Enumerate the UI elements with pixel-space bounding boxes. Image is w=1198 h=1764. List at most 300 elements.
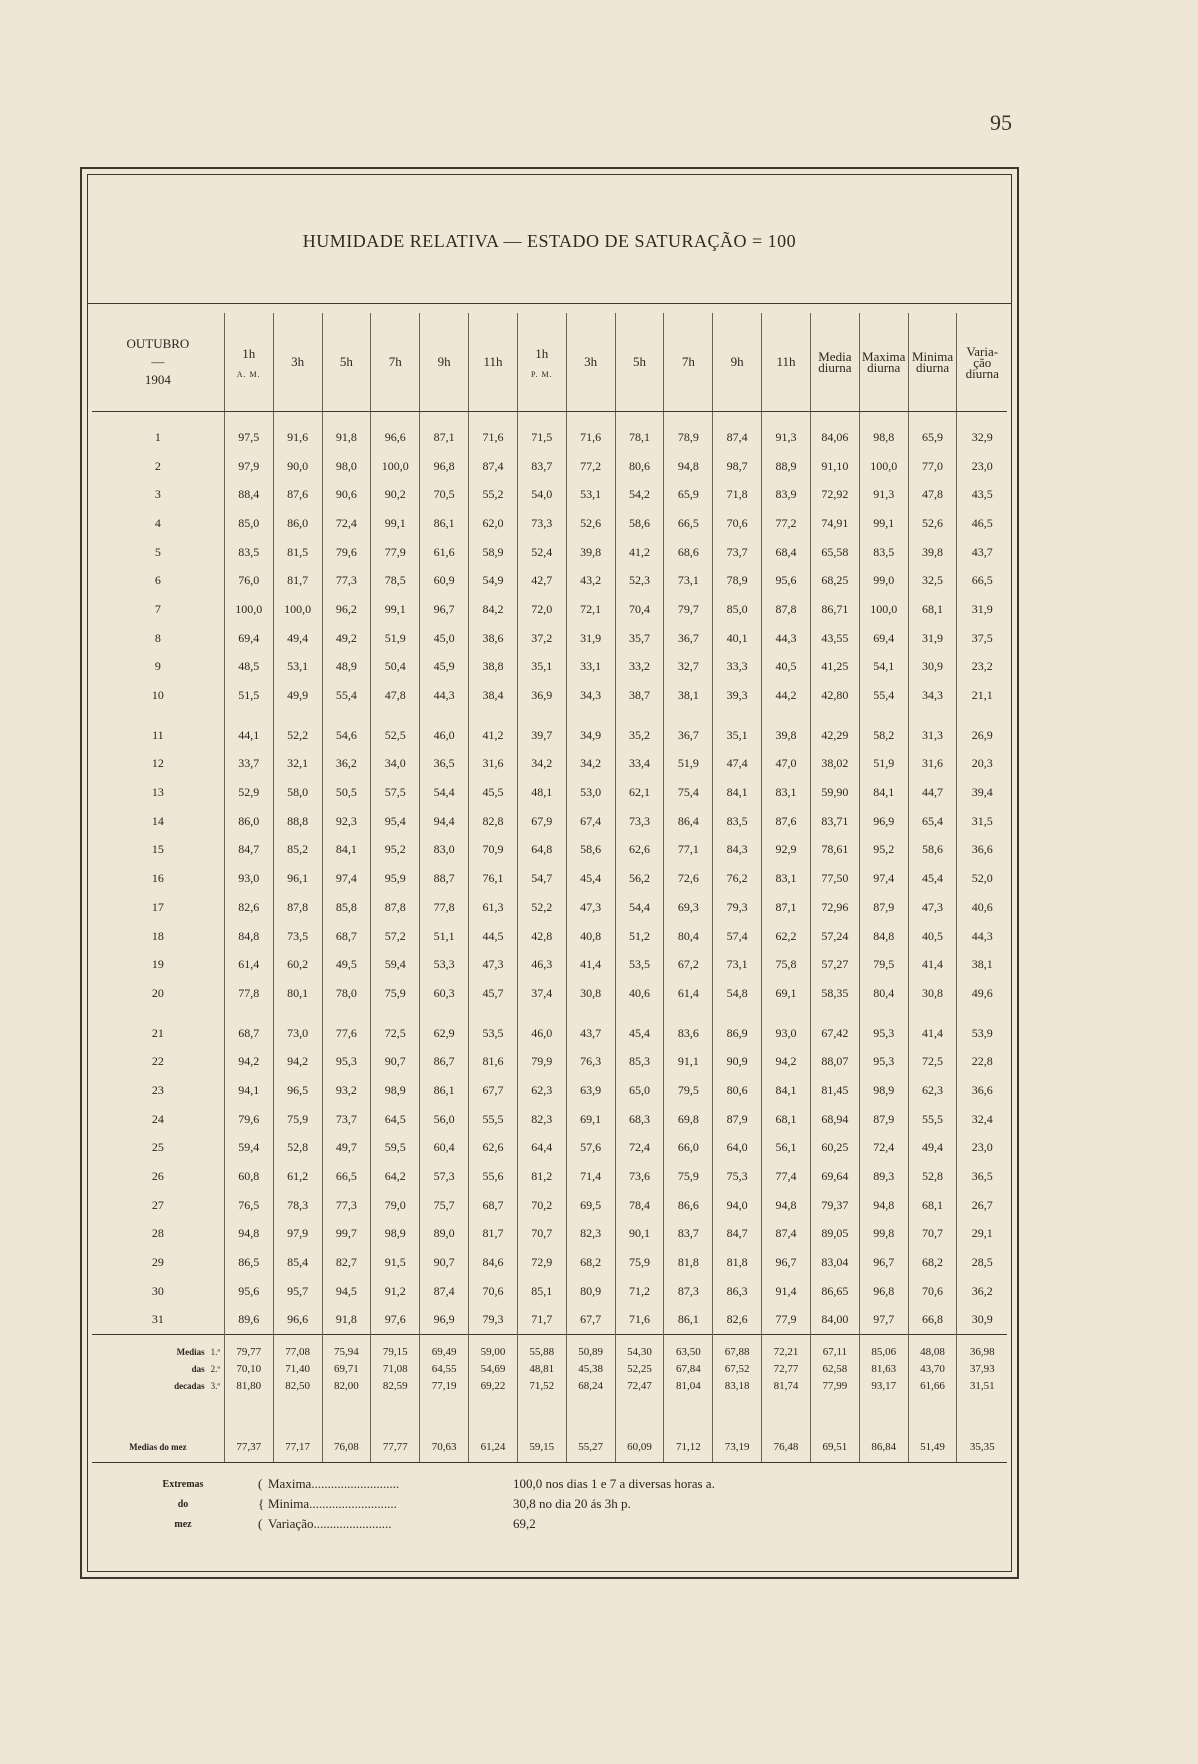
value-cell: 52,2 [517, 893, 566, 922]
table-row [92, 681, 1007, 710]
value-cell: 87,6 [273, 480, 322, 509]
value-cell: 33,2 [615, 653, 664, 682]
value-cell: 61,3 [469, 893, 518, 922]
empty-cell [908, 1335, 957, 1344]
value-cell: 53,5 [615, 950, 664, 979]
value-cell: 59,90 [810, 778, 859, 807]
day-cell: 10 [151, 688, 164, 703]
value-cell: 65,58 [810, 538, 859, 567]
value-cell: 97,4 [322, 864, 371, 893]
empty-cell [908, 710, 957, 721]
value-cell: 71,6 [469, 423, 518, 452]
empty-cell [664, 1008, 713, 1019]
brace-symbol: { [258, 1496, 265, 1511]
empty-cell [273, 412, 322, 424]
value-cell: 58,6 [566, 836, 615, 865]
value-cell: 68,7 [469, 1191, 518, 1220]
value-cell: 38,1 [957, 950, 1007, 979]
empty-cell [469, 710, 518, 721]
hour-label: 7h [388, 354, 402, 369]
value-cell: 91,6 [273, 423, 322, 452]
value-cell: 57,6 [566, 1134, 615, 1163]
value-cell: 34,2 [517, 750, 566, 779]
value-cell: 99,0 [859, 566, 908, 595]
table-row [92, 509, 1007, 538]
decade-value-cell: 48,81 [517, 1360, 566, 1377]
value-cell: 75,9 [664, 1162, 713, 1191]
day-cell: 4 [154, 515, 161, 530]
value-cell: 62,3 [908, 1076, 957, 1105]
decade-value-cell: 72,77 [762, 1360, 811, 1377]
empty-cell [810, 710, 859, 721]
day-cell: 1 [154, 429, 161, 444]
day-cell: 8 [154, 630, 161, 645]
value-cell: 62,3 [517, 1076, 566, 1105]
value-cell: 85,3 [615, 1047, 664, 1076]
day-cell: 12 [151, 756, 164, 771]
value-cell: 87,9 [859, 893, 908, 922]
value-cell: 97,6 [371, 1306, 420, 1335]
value-cell: 89,05 [810, 1220, 859, 1249]
value-cell: 74,91 [810, 509, 859, 538]
value-cell: 71,6 [566, 423, 615, 452]
empty-cell [957, 1394, 1007, 1432]
table-row [92, 452, 1007, 481]
month-mean-cell: 61,24 [469, 1432, 518, 1463]
table-row [92, 1105, 1007, 1134]
value-cell: 41,4 [908, 1019, 957, 1048]
empty-cell [566, 1008, 615, 1019]
value-cell: 72,5 [908, 1047, 957, 1076]
empty-cell [664, 710, 713, 721]
value-cell: 70,7 [517, 1220, 566, 1249]
empty-cell [469, 1394, 518, 1432]
value-cell: 32,4 [957, 1105, 1007, 1134]
value-cell: 99,8 [859, 1220, 908, 1249]
value-cell: 73,7 [322, 1105, 371, 1134]
value-cell: 38,4 [469, 681, 518, 710]
empty-cell [615, 412, 664, 424]
value-cell: 41,2 [469, 721, 518, 750]
value-cell: 39,8 [908, 538, 957, 567]
value-cell: 78,0 [322, 979, 371, 1008]
decade-label-text: Medias [176, 1346, 205, 1357]
empty-cell [420, 1394, 469, 1432]
value-cell: 96,8 [859, 1277, 908, 1306]
decade-gap-row [92, 1008, 1007, 1019]
value-cell: 41,25 [810, 653, 859, 682]
value-cell: 70,6 [469, 1277, 518, 1306]
day-cell: 3 [154, 487, 161, 502]
value-cell: 70,7 [908, 1220, 957, 1249]
empty-cell [664, 412, 713, 424]
value-cell: 81,7 [273, 566, 322, 595]
value-cell: 59,4 [224, 1134, 273, 1163]
value-cell: 36,5 [957, 1162, 1007, 1191]
value-cell: 91,1 [664, 1047, 713, 1076]
day-cell: 9 [154, 659, 161, 674]
value-cell: 77,1 [664, 836, 713, 865]
empty-cell [762, 412, 811, 424]
decade-label-text: decadas [174, 1380, 205, 1391]
value-cell: 46,3 [517, 950, 566, 979]
value-cell: 30,8 [908, 979, 957, 1008]
value-cell: 72,96 [810, 893, 859, 922]
value-cell: 91,10 [810, 452, 859, 481]
decade-value-cell: 82,59 [371, 1377, 420, 1394]
empty-cell [957, 412, 1007, 424]
value-cell: 46,0 [420, 721, 469, 750]
value-cell: 34,9 [566, 721, 615, 750]
value-cell: 68,2 [908, 1248, 957, 1277]
hour-header [469, 313, 518, 412]
empty-cell [566, 412, 615, 424]
value-cell: 75,3 [713, 1162, 762, 1191]
extremes-minima-label: Minima [268, 1496, 310, 1511]
table-row [92, 1162, 1007, 1191]
value-cell: 95,6 [224, 1277, 273, 1306]
value-cell: 38,8 [469, 653, 518, 682]
value-cell: 90,2 [371, 480, 420, 509]
decade-value-cell: 85,06 [859, 1343, 908, 1360]
value-cell: 85,1 [517, 1277, 566, 1306]
day-cell: 23 [151, 1082, 164, 1097]
decade-value-cell: 67,11 [810, 1343, 859, 1360]
value-cell: 52,2 [273, 721, 322, 750]
value-cell: 45,0 [420, 624, 469, 653]
value-cell: 73,6 [615, 1162, 664, 1191]
value-cell: 82,3 [517, 1105, 566, 1134]
day-cell: 7 [154, 601, 161, 616]
month-header [92, 313, 224, 412]
day-cell: 2 [154, 458, 161, 473]
value-cell: 78,5 [371, 566, 420, 595]
value-cell: 44,3 [957, 922, 1007, 951]
empty-cell [810, 1335, 859, 1344]
value-cell: 39,7 [517, 721, 566, 750]
decade-mean-row [92, 1360, 1007, 1377]
empty-cell [420, 710, 469, 721]
value-cell: 60,8 [224, 1162, 273, 1191]
value-cell: 47,3 [469, 950, 518, 979]
value-cell: 83,7 [517, 452, 566, 481]
value-cell: 88,8 [273, 807, 322, 836]
value-cell: 61,4 [224, 950, 273, 979]
value-cell: 61,4 [664, 979, 713, 1008]
empty-cell [957, 710, 1007, 721]
value-cell: 65,0 [615, 1076, 664, 1105]
value-cell: 48,9 [322, 653, 371, 682]
table-row [92, 624, 1007, 653]
value-cell: 100,0 [224, 595, 273, 624]
value-cell: 79,3 [713, 893, 762, 922]
empty-cell [322, 1394, 371, 1432]
value-cell: 94,2 [762, 1047, 811, 1076]
empty-cell [92, 1335, 224, 1344]
day-cell: 21 [151, 1025, 164, 1040]
month-mean-row [92, 1432, 1007, 1463]
empty-cell [713, 1008, 762, 1019]
empty-cell [322, 710, 371, 721]
value-cell: 64,4 [517, 1134, 566, 1163]
decade-value-cell: 82,50 [273, 1377, 322, 1394]
value-cell: 81,8 [664, 1248, 713, 1277]
empty-cell [957, 1335, 1007, 1344]
value-cell: 77,2 [566, 452, 615, 481]
value-cell: 78,61 [810, 836, 859, 865]
leader-dots: ........................ [313, 1516, 392, 1531]
day-cell: 22 [151, 1054, 164, 1069]
value-cell: 36,6 [957, 1076, 1007, 1105]
pm-label: P. M. [530, 369, 553, 379]
value-cell: 93,0 [762, 1019, 811, 1048]
decade-mean-row [92, 1343, 1007, 1360]
value-cell: 31,3 [908, 721, 957, 750]
value-cell: 98,9 [371, 1220, 420, 1249]
decade-value-cell: 79,15 [371, 1343, 420, 1360]
value-cell: 73,1 [664, 566, 713, 595]
value-cell: 43,2 [566, 566, 615, 595]
value-cell: 67,2 [664, 950, 713, 979]
value-cell: 84,7 [224, 836, 273, 865]
empty-cell [615, 1335, 664, 1344]
value-cell: 43,5 [957, 480, 1007, 509]
value-cell: 94,4 [420, 807, 469, 836]
value-cell: 72,9 [517, 1248, 566, 1277]
month-mean-cell: 71,12 [664, 1432, 713, 1463]
empty-cell [908, 1008, 957, 1019]
value-cell: 83,04 [810, 1248, 859, 1277]
extremes-maxima-value: 100,0 nos dias 1 e 7 a diversas horas a. [513, 1476, 715, 1491]
value-cell: 59,4 [371, 950, 420, 979]
value-cell: 98,7 [713, 452, 762, 481]
value-cell: 30,9 [908, 653, 957, 682]
value-cell: 75,9 [371, 979, 420, 1008]
decade-label [92, 1360, 224, 1377]
day-cell: 11 [152, 727, 164, 742]
month-mean-cell: 76,48 [762, 1432, 811, 1463]
value-cell: 71,4 [566, 1162, 615, 1191]
value-cell: 85,4 [273, 1248, 322, 1277]
brace-symbol: ( [258, 1476, 263, 1491]
value-cell: 49,4 [273, 624, 322, 653]
value-cell: 52,4 [517, 538, 566, 567]
value-cell: 90,1 [615, 1220, 664, 1249]
value-cell: 65,9 [664, 480, 713, 509]
spacer-row [92, 1394, 1007, 1432]
day-cell: 18 [151, 928, 164, 943]
month-mean-cell: 77,77 [371, 1432, 420, 1463]
value-cell: 43,7 [566, 1019, 615, 1048]
value-cell: 77,9 [762, 1306, 811, 1335]
empty-cell [273, 1008, 322, 1019]
header-row [92, 313, 1007, 412]
value-cell: 32,5 [908, 566, 957, 595]
value-cell: 68,7 [322, 922, 371, 951]
table-frame [80, 167, 1019, 1579]
decade-value-cell: 82,00 [322, 1377, 371, 1394]
table-row [92, 1306, 1007, 1335]
value-cell: 71,7 [517, 1306, 566, 1335]
table-row [92, 1047, 1007, 1076]
empty-cell [224, 1335, 273, 1344]
decade-value-cell: 48,08 [908, 1343, 957, 1360]
value-cell: 52,9 [224, 778, 273, 807]
value-cell: 53,3 [420, 950, 469, 979]
value-cell: 29,1 [957, 1220, 1007, 1249]
value-cell: 46,0 [517, 1019, 566, 1048]
value-cell: 79,5 [664, 1076, 713, 1105]
day-cell: 17 [151, 899, 164, 914]
day-cell: 25 [151, 1140, 164, 1155]
extremes-block [118, 1476, 988, 1536]
value-cell: 45,4 [566, 864, 615, 893]
value-cell: 88,9 [762, 452, 811, 481]
table-row [92, 750, 1007, 779]
value-cell: 31,6 [469, 750, 518, 779]
value-cell: 33,7 [224, 750, 273, 779]
value-cell: 96,9 [859, 807, 908, 836]
value-cell: 87,4 [762, 1220, 811, 1249]
month-mean-cell: 86,84 [859, 1432, 908, 1463]
extremes-row-minima [118, 1496, 988, 1516]
value-cell: 54,4 [615, 893, 664, 922]
value-cell: 91,5 [371, 1248, 420, 1277]
value-cell: 32,7 [664, 653, 713, 682]
value-cell: 23,0 [957, 452, 1007, 481]
empty-cell [762, 1335, 811, 1344]
extremes-label-3: mez [174, 1519, 192, 1530]
day-cell: 19 [151, 957, 164, 972]
value-cell: 70,6 [908, 1277, 957, 1306]
hour-label: 11h [483, 354, 503, 369]
empty-cell [322, 1008, 371, 1019]
value-cell: 69,5 [566, 1191, 615, 1220]
value-cell: 22,8 [957, 1047, 1007, 1076]
empty-cell [224, 710, 273, 721]
value-cell: 75,9 [273, 1105, 322, 1134]
value-cell: 55,5 [469, 1105, 518, 1134]
value-cell: 55,2 [469, 480, 518, 509]
table-row [92, 721, 1007, 750]
value-cell: 64,5 [371, 1105, 420, 1134]
hour-label: 1h [535, 345, 549, 361]
value-cell: 41,4 [566, 950, 615, 979]
value-cell: 91,2 [371, 1277, 420, 1306]
value-cell: 77,0 [908, 452, 957, 481]
value-cell: 54,2 [615, 480, 664, 509]
table-body [92, 412, 1007, 1463]
value-cell: 40,5 [762, 653, 811, 682]
value-cell: 41,4 [908, 950, 957, 979]
decade-value-cell: 54,69 [469, 1360, 518, 1377]
value-cell: 68,1 [908, 1191, 957, 1220]
value-cell: 44,5 [469, 922, 518, 951]
table-row [92, 1191, 1007, 1220]
empty-cell [273, 1335, 322, 1344]
empty-cell [810, 1008, 859, 1019]
empty-cell [615, 1394, 664, 1432]
value-cell: 38,02 [810, 750, 859, 779]
value-cell: 83,5 [713, 807, 762, 836]
value-cell: 77,8 [420, 893, 469, 922]
value-cell: 88,4 [224, 480, 273, 509]
value-cell: 56,2 [615, 864, 664, 893]
value-cell: 87,4 [420, 1277, 469, 1306]
table-row [92, 1076, 1007, 1105]
value-cell: 96,6 [371, 423, 420, 452]
value-cell: 59,5 [371, 1134, 420, 1163]
empty-cell [615, 710, 664, 721]
value-cell: 44,3 [762, 624, 811, 653]
decade-value-cell: 67,84 [664, 1360, 713, 1377]
value-cell: 52,5 [371, 721, 420, 750]
value-cell: 87,6 [762, 807, 811, 836]
empty-cell [517, 710, 566, 721]
value-cell: 95,6 [762, 566, 811, 595]
value-cell: 61,6 [420, 538, 469, 567]
value-cell: 20,3 [957, 750, 1007, 779]
day-cell: 14 [151, 813, 164, 828]
value-cell: 45,7 [469, 979, 518, 1008]
value-cell: 49,9 [273, 681, 322, 710]
value-cell: 78,9 [713, 566, 762, 595]
decade-number: 2.ª [210, 1363, 220, 1374]
value-cell: 73,1 [713, 950, 762, 979]
value-cell: 90,6 [322, 480, 371, 509]
value-cell: 51,5 [224, 681, 273, 710]
value-cell: 85,0 [713, 595, 762, 624]
value-cell: 52,6 [908, 509, 957, 538]
hour-header [273, 313, 322, 412]
value-cell: 86,3 [713, 1277, 762, 1306]
value-cell: 100,0 [859, 595, 908, 624]
hour-label: 3h [291, 354, 305, 369]
value-cell: 33,4 [615, 750, 664, 779]
value-cell: 92,3 [322, 807, 371, 836]
month-mean-cell: 76,08 [322, 1432, 371, 1463]
value-cell: 90,7 [420, 1248, 469, 1277]
table-row [92, 1220, 1007, 1249]
value-cell: 67,7 [469, 1076, 518, 1105]
value-cell: 44,3 [420, 681, 469, 710]
empty-cell [371, 1335, 420, 1344]
empty-cell [566, 710, 615, 721]
table-row [92, 836, 1007, 865]
empty-cell [810, 412, 859, 424]
value-cell: 94,1 [224, 1076, 273, 1105]
value-cell: 52,3 [615, 566, 664, 595]
value-cell: 81,45 [810, 1076, 859, 1105]
value-cell: 80,1 [273, 979, 322, 1008]
value-cell: 55,4 [859, 681, 908, 710]
hour-header [371, 313, 420, 412]
value-cell: 66,5 [957, 566, 1007, 595]
value-cell: 94,0 [713, 1191, 762, 1220]
value-cell: 93,2 [322, 1076, 371, 1105]
value-cell: 91,3 [762, 423, 811, 452]
value-cell: 84,8 [859, 922, 908, 951]
value-cell: 53,0 [566, 778, 615, 807]
value-cell: 82,8 [469, 807, 518, 836]
value-cell: 81,2 [517, 1162, 566, 1191]
hour-label: 1h [242, 345, 256, 361]
value-cell: 54,6 [322, 721, 371, 750]
value-cell: 81,5 [273, 538, 322, 567]
value-cell: 72,1 [566, 595, 615, 624]
value-cell: 88,07 [810, 1047, 859, 1076]
value-cell: 62,0 [469, 509, 518, 538]
